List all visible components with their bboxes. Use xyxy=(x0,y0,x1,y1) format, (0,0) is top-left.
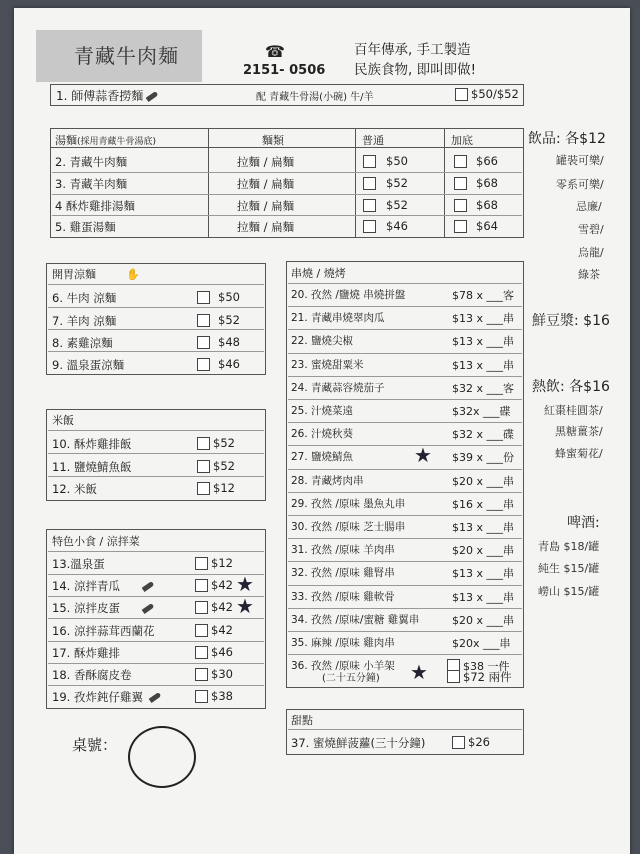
skewer-name: 22. 鹽燒尖椒 xyxy=(291,335,354,347)
cold-noodle-checkbox[interactable] xyxy=(197,336,210,349)
hot-drink-item: 黑糖薑茶/ xyxy=(555,425,603,438)
soup-item-extra-price: $64 xyxy=(476,219,498,233)
beer-item: 純生 $15/罐 xyxy=(538,562,600,575)
row-divider xyxy=(288,422,522,423)
soy-milk: 鮮豆漿: $16 xyxy=(532,313,610,329)
skewer-price: $32x ___碟 xyxy=(452,405,511,418)
soup-item-extra-price: $66 xyxy=(476,154,498,168)
skewer-name: 23. 蜜燒甜粟米 xyxy=(291,359,364,371)
slogan-line-2: 民族食物, 即叫即做! xyxy=(354,62,476,78)
soup-extra-checkbox[interactable] xyxy=(454,155,467,168)
skewer-name: 33. 孜然 /原味 雞軟骨 xyxy=(291,591,395,603)
skewers-title: 串燒 / 燒烤 xyxy=(291,267,346,280)
snack-checkbox[interactable] xyxy=(195,690,208,703)
dessert-item: 37. 蜜燒鮮菠蘿(三十分鐘) xyxy=(291,736,426,750)
star-icon: ★ xyxy=(410,660,428,684)
row-divider xyxy=(288,631,522,632)
soup-item-extra-price: $68 xyxy=(476,176,498,190)
row-divider xyxy=(288,353,522,354)
drinks-title: 飲品: 各$12 xyxy=(528,131,606,147)
chili-icon xyxy=(146,91,159,102)
skewer-price: $20x ___串 xyxy=(452,637,511,650)
hot-drink-item: 蜂蜜菊花/ xyxy=(555,447,603,460)
skewer-price: $13 x ___串 xyxy=(452,591,514,604)
cold-noodle-checkbox[interactable] xyxy=(197,314,210,327)
phone-number: 2151- 0506 xyxy=(243,63,326,78)
row-divider xyxy=(288,376,522,377)
rice-title: 米飯 xyxy=(52,414,74,427)
row-divider xyxy=(288,329,522,330)
skewer-name: 36. 孜然 /原味 小羊架 xyxy=(291,660,395,672)
snacks-title: 特色小食 / 涼拌菜 xyxy=(52,535,140,548)
row-divider xyxy=(288,515,522,516)
star-icon: ★ xyxy=(236,594,254,618)
row-divider xyxy=(288,585,522,586)
soup-extra-checkbox[interactable] xyxy=(454,199,467,212)
skewer-name: 35. 麻辣 /原味 雞肉串 xyxy=(291,637,395,649)
hot-drink-item: 紅棗桂圓茶/ xyxy=(544,404,603,417)
beer-item: 青島 $18/罐 xyxy=(538,540,600,553)
beer-title: 啤酒: xyxy=(567,515,600,531)
drink-item: 零系可樂/ xyxy=(556,178,604,191)
skewer-price: $78 x ___客 xyxy=(452,289,514,302)
soup-item-name: 5. 雞蛋湯麵 xyxy=(55,220,116,234)
row-divider xyxy=(288,445,522,446)
drink-item: 罐裝可樂/ xyxy=(556,154,604,167)
table-number-circle[interactable] xyxy=(128,726,196,788)
soup-extra-checkbox[interactable] xyxy=(454,220,467,233)
soup-item-name: 2. 青藏牛肉麵 xyxy=(55,155,128,169)
drink-item: 烏龍/ xyxy=(578,246,604,259)
soup-item-regular-price: $46 xyxy=(386,219,408,233)
rice-checkbox[interactable] xyxy=(197,437,210,450)
beer-item: 嶗山 $15/罐 xyxy=(538,585,600,598)
soup-item-noodle: 拉麵 / 扁麵 xyxy=(237,155,295,169)
skewer-price: $32 x ___碟 xyxy=(452,428,514,441)
soup-col-regular: 普通 xyxy=(362,134,384,147)
row-divider xyxy=(288,538,522,539)
row-divider xyxy=(288,492,522,493)
skewer-price: $38 一件 xyxy=(463,660,510,673)
soup-item-name: 4 酥炸雞排湯麵 xyxy=(55,199,135,213)
thumbs-up-icon: ✋ xyxy=(126,268,140,281)
soup-title: 湯麵(採用青藏牛骨湯底) xyxy=(55,134,157,147)
soup-item-noodle: 拉麵 / 扁麵 xyxy=(237,199,295,213)
skewer-price: $13 x ___串 xyxy=(452,567,514,580)
skewer-price: $16 x ___串 xyxy=(452,498,514,511)
logo-text: 青藏牛肉麺 xyxy=(74,44,179,68)
snack-name: 15. 涼拌皮蛋 xyxy=(52,600,154,616)
slogan xyxy=(354,40,476,80)
skewer-name: 24. 青藏蒜容燒茄子 xyxy=(291,382,385,394)
soup-item-name: 3. 青藏羊肉麵 xyxy=(55,177,128,191)
skewer-name: 30. 孜然 /原味 芝士腸串 xyxy=(291,521,406,533)
soup-item-regular-price: $52 xyxy=(386,176,408,190)
soup-item-noodle: 拉麵 / 扁麵 xyxy=(237,220,295,234)
snack-name: 19. 孜炸鈍仔雞翼 xyxy=(52,689,161,705)
skewer-price: $32 x ___客 xyxy=(452,382,514,395)
skewer-name: 32. 孜然 /原味 雞腎串 xyxy=(291,567,395,579)
skewer-name: 20. 孜然 /鹽燒 串燒拼盤 xyxy=(291,289,406,301)
hot-drinks-title: 熱飲: 各$16 xyxy=(532,379,610,395)
snack-checkbox[interactable] xyxy=(195,579,208,592)
dessert-price: $26 xyxy=(468,735,490,749)
row-divider xyxy=(288,399,522,400)
chili-icon xyxy=(142,603,155,614)
snack-checkbox[interactable] xyxy=(195,557,208,570)
row-divider xyxy=(288,654,522,655)
soup-col-noodle: 麵類 xyxy=(262,134,284,147)
slogan-line-1: 百年傳承, 手工製造 xyxy=(354,42,471,58)
table-number-label: 桌號： xyxy=(72,736,118,754)
lamb-two-price: $72 兩件 xyxy=(463,670,512,684)
special-item-checkbox[interactable] xyxy=(455,88,468,101)
special-item-desc: 配 青藏牛骨湯(小碗) 牛/羊 xyxy=(256,92,374,103)
star-icon: ★ xyxy=(414,443,432,467)
skewer-price: $13 x ___串 xyxy=(452,359,514,372)
skewer-name: 25. 汁燒菜遠 xyxy=(291,405,354,417)
row-divider xyxy=(288,561,522,562)
skewer-price: $39 x ___份 xyxy=(452,451,514,464)
skewer-price: $20 x ___串 xyxy=(452,475,514,488)
cold-noodle-title: 開胃涼麵 ✋ xyxy=(52,268,140,281)
rice-checkbox[interactable] xyxy=(197,482,210,495)
restaurant-logo xyxy=(36,30,202,82)
skewer-name: 27. 鹽燒鯖魚 xyxy=(291,451,354,463)
special-item-name: 1. 師傅蒜香撈麵 xyxy=(56,87,158,104)
rice-checkbox[interactable] xyxy=(197,460,210,473)
drink-item: 忌廉/ xyxy=(576,200,602,213)
snack-checkbox[interactable] xyxy=(195,646,208,659)
snack-checkbox[interactable] xyxy=(195,601,208,614)
soup-regular-checkbox[interactable] xyxy=(363,199,376,212)
skewer-name: 26. 汁燒秋葵 xyxy=(291,428,354,440)
row-divider xyxy=(288,608,522,609)
soup-col-extra: 加底 xyxy=(451,134,473,147)
row-divider xyxy=(288,469,522,470)
skewer-name: 29. 孜然 /原味 墨魚丸串 xyxy=(291,498,406,510)
dessert-title: 甜點 xyxy=(291,714,313,727)
snack-name: 14. 涼拌青瓜 xyxy=(52,578,154,594)
soup-item-extra-price: $68 xyxy=(476,198,498,212)
soup-item-regular-price: $52 xyxy=(386,198,408,212)
snack-checkbox[interactable] xyxy=(195,624,208,637)
snack-checkbox[interactable] xyxy=(195,668,208,681)
cold-noodle-checkbox[interactable] xyxy=(197,291,210,304)
phone-icon: ☎ xyxy=(265,42,285,61)
skewer-price: $13 x ___串 xyxy=(452,312,514,325)
skewer-price: $20 x ___串 xyxy=(452,544,514,557)
chili-icon xyxy=(149,692,162,703)
drink-item: 雪碧/ xyxy=(578,223,604,236)
skewer-name: 34. 孜然 /原味/蜜糖 雞翼串 xyxy=(291,614,420,626)
soup-item-noodle: 拉麵 / 扁麵 xyxy=(237,177,295,191)
skewer-name: 28. 青藏烤肉串 xyxy=(291,475,364,487)
skewer-name: 21. 青藏串燒翠肉瓜 xyxy=(291,312,385,324)
skewer-price: $20 x ___串 xyxy=(452,614,514,627)
chili-icon xyxy=(142,581,155,592)
skewer-price: $13 x ___串 xyxy=(452,335,514,348)
soup-extra-checkbox[interactable] xyxy=(454,177,467,190)
soup-regular-checkbox[interactable] xyxy=(363,177,376,190)
soup-regular-checkbox[interactable] xyxy=(363,220,376,233)
star-icon: ★ xyxy=(236,572,254,596)
lamb-two-checkbox[interactable] xyxy=(447,670,460,683)
drink-item: 綠茶 xyxy=(578,268,600,281)
row-divider xyxy=(288,306,522,307)
soup-regular-checkbox[interactable] xyxy=(363,155,376,168)
cold-noodle-checkbox[interactable] xyxy=(197,358,210,371)
lamb-rack-note: (二十五分鐘) xyxy=(322,673,380,684)
dessert-checkbox[interactable] xyxy=(452,736,465,749)
soup-item-regular-price: $50 xyxy=(386,154,408,168)
special-item-price: $50/$52 xyxy=(471,87,519,101)
skewer-price: $13 x ___串 xyxy=(452,521,514,534)
skewer-name: 31. 孜然 /原味 羊肉串 xyxy=(291,544,395,556)
